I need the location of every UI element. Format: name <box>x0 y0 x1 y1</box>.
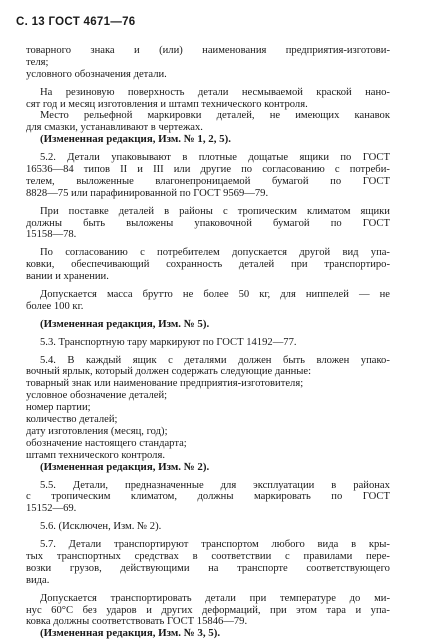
text-line: 15158—78. <box>26 229 77 241</box>
word: выложены <box>126 217 174 229</box>
amendment-note: (Измененная редакция, Изм. № 3, 5). <box>40 627 221 640</box>
word: телем, <box>26 175 55 187</box>
word: упа- <box>370 247 390 259</box>
word: влагонепроницаемой <box>155 175 251 187</box>
word: не <box>269 110 281 122</box>
word: знака <box>90 45 115 56</box>
word: тропическим <box>51 491 111 503</box>
word: ящик <box>132 354 157 366</box>
word: 5.5. <box>40 479 56 491</box>
word: тых <box>26 550 44 562</box>
text-line: для смазки, устанавливают в чертежах. <box>26 122 203 134</box>
text-line <box>40 355 390 367</box>
word: ГОСТ <box>362 152 390 164</box>
word: 5.4. <box>40 354 56 366</box>
word: 5.2. <box>40 152 56 164</box>
word: климатом, <box>130 491 178 503</box>
word: районы <box>179 205 213 217</box>
text-line <box>40 539 390 551</box>
text-line <box>26 551 390 563</box>
word: в <box>164 205 170 217</box>
word: вложен <box>316 354 350 366</box>
word: эксплуатации <box>253 479 315 491</box>
word: транспортиро- <box>324 259 390 271</box>
word: допускается <box>231 247 288 259</box>
word: потреби- <box>349 164 390 176</box>
word: транспортировать <box>110 592 192 604</box>
word: ящики <box>360 205 390 217</box>
text-line: штамп технического контроля. <box>26 449 165 461</box>
word: соответствии <box>211 550 272 562</box>
word: ГОСТ <box>362 491 390 503</box>
word: деталей <box>238 259 275 271</box>
word: температуре <box>280 592 336 604</box>
word: согласованию <box>65 247 128 259</box>
page-header: С. 13 ГОСТ 4671—76 <box>16 16 136 28</box>
word: Место <box>40 110 69 122</box>
word: соответствующего <box>306 562 390 574</box>
text-line <box>26 176 390 188</box>
word: При <box>40 205 59 217</box>
word: с <box>26 491 31 503</box>
word: имеющих <box>295 110 340 122</box>
word: ниппелей <box>305 289 349 301</box>
word: для <box>280 289 296 301</box>
word: другой <box>299 247 331 259</box>
text-line <box>40 87 390 99</box>
text-line: вида. <box>26 574 50 586</box>
text-line: обозначение настоящего стандарта; <box>26 437 187 449</box>
word: правилами <box>303 550 353 562</box>
word: согласованию <box>262 164 325 176</box>
word: Допускается <box>40 289 97 301</box>
document-body <box>0 45 424 640</box>
word: краской <box>316 86 352 98</box>
word: по <box>330 217 342 229</box>
text-line <box>40 289 390 301</box>
word: кры- <box>368 539 390 551</box>
word: и <box>137 164 143 176</box>
word: потребителем <box>157 247 220 259</box>
word: ми- <box>374 592 390 604</box>
text-line <box>40 206 390 218</box>
text-line: сят год и месяц изготовления и штамп технического контроля. <box>26 98 308 110</box>
word: упаковывают <box>111 152 171 164</box>
text-line: вочный ярлык, который должен содержать следующие данные: <box>26 366 312 378</box>
word: без <box>82 604 97 616</box>
word: в <box>351 539 357 551</box>
word: нус <box>26 604 42 616</box>
word: масса <box>106 289 133 301</box>
word: при <box>290 259 308 271</box>
word: III <box>153 164 164 176</box>
word: с <box>334 164 340 176</box>
word: тропическим <box>237 205 297 217</box>
word: по <box>330 175 342 187</box>
word: любого <box>271 539 305 551</box>
text-line: 5.6. (Исключен, Изм. № 2). <box>40 521 162 533</box>
word: II <box>120 164 128 176</box>
word: этом <box>296 604 318 616</box>
word: бумагой <box>273 217 310 229</box>
word: маркировать <box>253 491 311 503</box>
word: предприятия-изготови- <box>285 45 390 56</box>
word: другие <box>200 164 232 176</box>
word: — <box>358 289 370 301</box>
word: Детали <box>67 152 100 164</box>
word: поверхность <box>127 86 185 98</box>
word: рельефной <box>83 110 133 122</box>
word: районах <box>353 479 390 491</box>
word: грузов, <box>69 562 102 574</box>
word: ящики <box>299 152 329 164</box>
word: упа- <box>370 604 390 616</box>
text-line <box>26 164 390 176</box>
word: предназначенные <box>125 479 204 491</box>
word: при <box>270 604 287 616</box>
word: по <box>331 491 343 503</box>
text-line <box>26 218 390 230</box>
text-line <box>26 491 390 503</box>
word: по <box>340 152 352 164</box>
word: плотные <box>198 152 237 164</box>
word: товарного <box>26 45 71 56</box>
word: и <box>134 45 140 56</box>
word: кг, <box>259 289 271 301</box>
word: при <box>249 592 267 604</box>
word: обеспечивающий <box>71 259 150 271</box>
word: детали <box>197 86 229 98</box>
word: сохранность <box>166 259 223 271</box>
text-line <box>40 152 390 164</box>
word: в <box>192 550 198 562</box>
word: возки <box>26 562 52 574</box>
word: брутто <box>142 289 173 301</box>
word: наименования <box>202 45 267 56</box>
word: пере- <box>366 550 390 562</box>
text-line: ковка должны соответствовать ГОСТ 15846—79. <box>26 616 248 628</box>
text-line <box>40 247 390 259</box>
word: деталями <box>184 354 227 366</box>
word: средствах <box>134 550 179 562</box>
word: тара <box>326 604 346 616</box>
text-line <box>40 110 390 122</box>
word: и <box>355 604 362 616</box>
text-line <box>40 593 390 605</box>
word: деталей, <box>216 110 255 122</box>
word: Детали <box>68 539 102 551</box>
word: ГОСТ <box>362 217 390 229</box>
word: ГОСТ <box>362 175 390 187</box>
text-line: 8828—75 или парафинированной по ГОСТ 9569—79. <box>26 187 269 199</box>
word: с <box>168 354 173 366</box>
word: поставке <box>68 205 109 217</box>
word: в <box>331 479 337 491</box>
word: По <box>40 247 53 259</box>
word: в <box>182 152 188 164</box>
word: ударов <box>106 604 137 616</box>
word: типов <box>83 164 111 176</box>
word: с <box>140 247 145 259</box>
word: транспортных <box>56 550 121 562</box>
word: других <box>161 604 193 616</box>
word: Допускается <box>40 592 97 604</box>
word: деталей <box>118 205 155 217</box>
word: резиновую <box>65 86 115 98</box>
amendment-note: (Измененная редакция, Изм. № 5). <box>40 317 210 330</box>
text-line: номер партии; <box>26 402 91 414</box>
word: действующими <box>120 562 190 574</box>
word: транспорте <box>237 562 288 574</box>
word: (или) <box>159 45 183 56</box>
word: с <box>285 550 290 562</box>
word: вид <box>342 247 359 259</box>
word: для <box>220 479 237 491</box>
word: транспортом <box>201 539 259 551</box>
word: с <box>222 205 228 217</box>
text-line: условного обозначения детали. <box>26 68 167 80</box>
word: на <box>208 562 219 574</box>
word: быть <box>283 354 305 366</box>
word: транспортируют <box>114 539 189 551</box>
amendment-note: (Измененная редакция, Изм. № 1, 2, 5). <box>40 133 231 146</box>
text-line <box>26 563 390 575</box>
word: вида <box>317 539 339 551</box>
text-line <box>26 605 390 617</box>
word: упаковочной <box>194 217 252 229</box>
word: или <box>173 164 191 176</box>
word: климатом <box>306 205 351 217</box>
text-line <box>26 259 390 271</box>
word: каждый <box>86 354 122 366</box>
word: 60°С <box>51 604 74 616</box>
word: деформаций, <box>202 604 261 616</box>
word: 16536—84 <box>26 164 74 176</box>
text-line: более 100 кг. <box>26 300 84 312</box>
word: детали <box>205 592 236 604</box>
word: упако- <box>360 354 390 366</box>
word: На <box>40 86 53 98</box>
text-line: 15152—69. <box>26 503 77 515</box>
text-line: дату изготовления (месяц, год); <box>26 425 168 437</box>
text-line: теля; <box>26 56 49 68</box>
word: должны <box>197 491 234 503</box>
word: нано- <box>365 86 390 98</box>
text-line <box>26 45 390 57</box>
text-line <box>40 480 390 492</box>
text-line: количество деталей; <box>26 414 118 426</box>
word: должны <box>26 217 62 229</box>
word: канавок <box>354 110 390 122</box>
word: 5.7. <box>40 539 56 551</box>
word: Детали, <box>72 479 109 491</box>
text-line: 5.3. Транспортную тару маркируют по ГОСТ 14192—77. <box>40 336 297 348</box>
text-line: товарный знак или наименование предприятия-изготовителя; <box>26 378 304 390</box>
word: по <box>241 164 253 176</box>
word: 50 <box>238 289 250 301</box>
word: выложенные <box>76 175 134 187</box>
word: должен <box>238 354 272 366</box>
word: ковки, <box>26 259 55 271</box>
word: не <box>379 289 390 301</box>
word: до <box>349 592 361 604</box>
word: быть <box>83 217 106 229</box>
word: В <box>67 354 75 366</box>
word: дощатые <box>248 152 289 164</box>
text-line: условное обозначение деталей; <box>26 390 168 402</box>
word: маркировки <box>147 110 202 122</box>
amendment-note: (Измененная редакция, Изм. № 2). <box>40 460 210 473</box>
word: несмываемой <box>241 86 303 98</box>
word: и <box>146 604 152 616</box>
word: более <box>203 289 229 301</box>
text-line: вании и хранении. <box>26 271 109 283</box>
word: не <box>182 289 194 301</box>
word: бумагой <box>272 175 309 187</box>
